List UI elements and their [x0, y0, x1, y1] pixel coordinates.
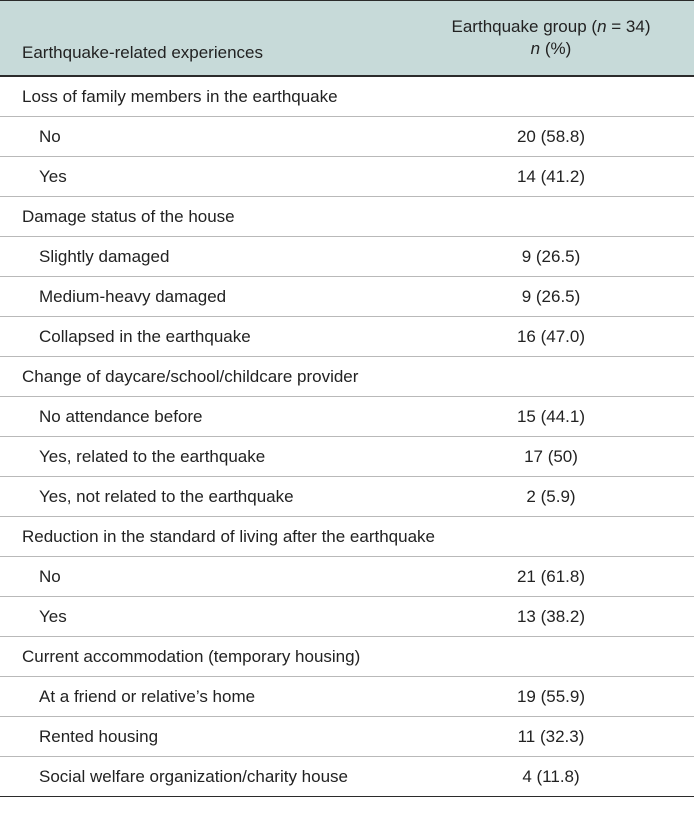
row-value: 15 (44.1)	[516, 406, 586, 426]
row-value: 9 (26.5)	[521, 286, 581, 306]
table-row	[0, 277, 694, 317]
table-row	[0, 557, 694, 597]
section-title: Current accommodation (temporary housing)	[22, 646, 361, 666]
row-value: 14 (41.2)	[516, 166, 586, 186]
section-row-living-standard	[0, 517, 694, 557]
header-experiences	[0, 1, 414, 75]
table-row	[0, 317, 694, 357]
row-label: At a friend or relative’s home	[39, 686, 256, 706]
row-value: 11 (32.3)	[517, 726, 585, 746]
table-row	[0, 237, 694, 277]
row-label: Social welfare organization/charity house	[39, 766, 349, 786]
row-label: Yes, not related to the earthquake	[39, 486, 294, 506]
row-value: 9 (26.5)	[521, 246, 581, 266]
table-row	[0, 597, 694, 637]
row-label: No	[39, 566, 61, 586]
table-row	[0, 757, 694, 797]
header-group-prefix: Earthquake group (	[451, 17, 598, 36]
row-label: Yes, related to the earthquake	[39, 446, 266, 466]
section-title: Change of daycare/school/childcare provider	[22, 366, 359, 386]
section-row-accommodation	[0, 637, 694, 677]
section-row-family-loss	[0, 77, 694, 117]
header-earthquake-group	[414, 1, 694, 75]
table-row	[0, 717, 694, 757]
table-row	[0, 437, 694, 477]
row-label: Slightly damaged	[39, 246, 170, 266]
row-value: 16 (47.0)	[516, 326, 586, 346]
row-value: 17 (50)	[524, 446, 578, 466]
row-label: Yes	[39, 166, 67, 186]
table-row	[0, 397, 694, 437]
header-unit-n: n	[530, 39, 541, 58]
row-label: No	[39, 126, 61, 146]
row-label: No attendance before	[39, 406, 203, 426]
row-label: Rented housing	[39, 726, 159, 746]
row-value: 4 (11.8)	[522, 766, 580, 786]
header-group-n: n	[597, 17, 607, 36]
row-value: 13 (38.2)	[516, 606, 586, 626]
header-unit-suffix: (%)	[540, 39, 572, 58]
section-title: Reduction in the standard of living after the earthquake	[22, 526, 435, 546]
row-value: 20 (58.8)	[516, 126, 586, 146]
table-row	[0, 117, 694, 157]
row-value: 19 (55.9)	[516, 686, 586, 706]
section-row-childcare-change	[0, 357, 694, 397]
row-label: Yes	[39, 606, 67, 626]
table-row	[0, 157, 694, 197]
section-title: Loss of family members in the earthquake	[22, 86, 338, 106]
header-group-suffix: = 34)	[606, 17, 651, 36]
table-header	[0, 1, 694, 77]
row-label: Medium-heavy damaged	[39, 286, 227, 306]
section-row-house-damage	[0, 197, 694, 237]
header-group-line1	[452, 16, 651, 38]
table-row	[0, 477, 694, 517]
header-experiences-label: Earthquake-related experiences	[22, 43, 263, 62]
row-value: 21 (61.8)	[516, 566, 586, 586]
row-label: Collapsed in the earthquake	[39, 326, 251, 346]
header-group-line2	[531, 38, 572, 60]
row-value: 2 (5.9)	[526, 486, 576, 506]
table-row	[0, 677, 694, 717]
section-title: Damage status of the house	[22, 206, 235, 226]
